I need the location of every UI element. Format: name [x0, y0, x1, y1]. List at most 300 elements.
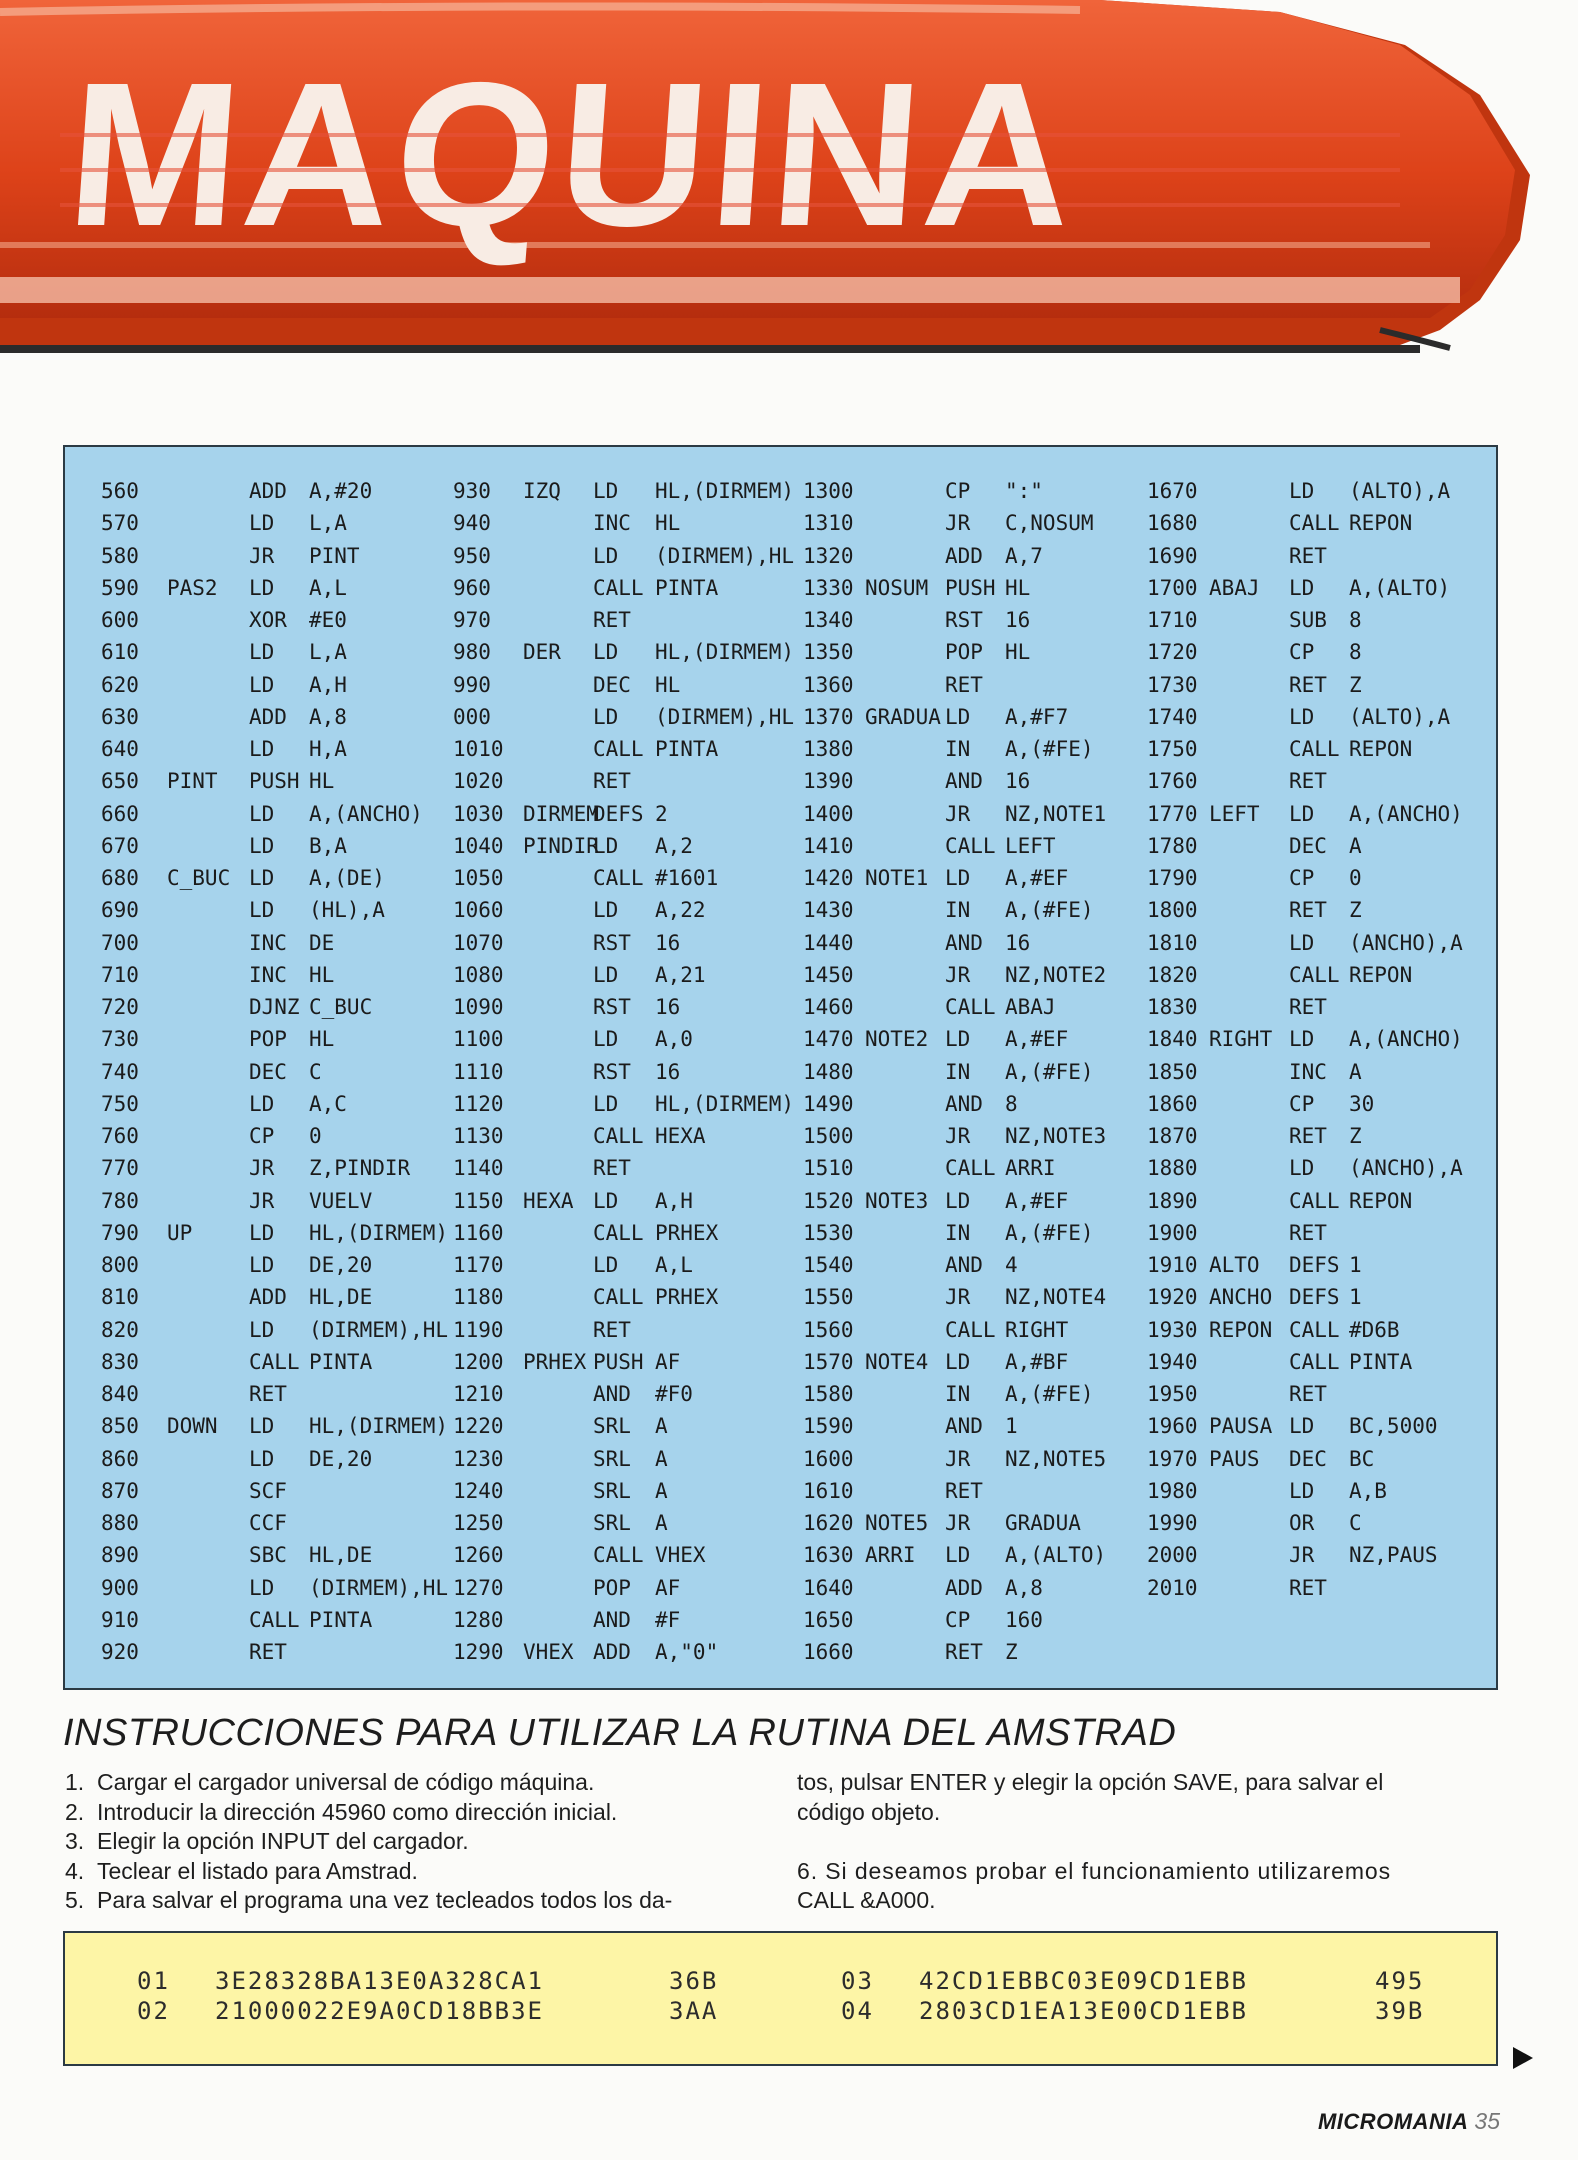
line-number: 1480 — [803, 1059, 854, 1084]
line-number: 600 — [101, 608, 139, 632]
opcode: LD — [945, 1349, 971, 1374]
line-number: 1410 — [803, 833, 854, 858]
line-number: 1090 — [453, 995, 504, 1019]
line-number: 1230 — [453, 1446, 504, 1471]
code-line — [803, 1217, 1143, 1249]
opcode: XOR — [249, 608, 287, 632]
operand: #1601 — [655, 866, 719, 890]
instruction-step-6: CALL &A000. — [797, 1887, 936, 1913]
code-line — [453, 669, 833, 701]
hex-dump-row: 03 42CD1EBBC03E09CD1EBB 495 — [841, 1967, 1425, 1995]
code-line — [803, 927, 1143, 959]
hex-dump-row: 01 3E28328BA13E0A328CA1 36B — [137, 1967, 719, 1995]
code-line — [1147, 1314, 1492, 1346]
opcode: CP — [1289, 866, 1315, 890]
code-line — [1147, 540, 1492, 572]
line-number: 1060 — [453, 898, 504, 923]
operand: 16 — [1005, 608, 1031, 632]
label: ALTO — [1209, 1253, 1260, 1277]
opcode: JR — [249, 1156, 275, 1181]
operand: A — [1349, 1059, 1362, 1084]
line-number: 1190 — [453, 1317, 504, 1342]
operand: 16 — [655, 1059, 681, 1084]
opcode: POP — [249, 1027, 287, 1052]
operand: (DIRMEM),HL — [655, 543, 795, 568]
operand: A,B — [1349, 1478, 1387, 1503]
operand: A,#20 — [309, 479, 373, 503]
label: PAUSA — [1209, 1414, 1273, 1439]
operand: A,L — [655, 1253, 693, 1277]
line-number: 1610 — [803, 1478, 854, 1503]
line-number: 1690 — [1147, 543, 1198, 568]
operand: HEXA — [655, 1124, 706, 1148]
code-line — [1147, 1378, 1492, 1410]
opcode: RET — [1289, 1382, 1327, 1406]
code-line — [1147, 959, 1492, 991]
code-line — [803, 475, 1143, 507]
line-number: 910 — [101, 1607, 139, 1632]
opcode: RET — [593, 1317, 631, 1342]
operand: HL,(DIRMEM) — [655, 640, 795, 665]
operand: L,A — [309, 511, 347, 536]
line-number: 1920 — [1147, 1285, 1198, 1310]
code-line — [101, 1475, 431, 1507]
code-line — [101, 507, 431, 539]
line-number: 1450 — [803, 962, 854, 987]
opcode: RET — [249, 1640, 287, 1664]
operand: HL,(DIRMEM) — [309, 1220, 449, 1245]
operand: A,H — [309, 672, 347, 697]
operand: (ANCHO),A — [1349, 930, 1463, 955]
opcode: SRL — [593, 1511, 631, 1535]
code-line — [101, 894, 431, 926]
code-line — [101, 1056, 431, 1088]
operand: NZ,NOTE4 — [1005, 1285, 1107, 1310]
operand: BC — [1349, 1446, 1375, 1471]
operand: A,(ANCHO) — [1349, 801, 1463, 826]
opcode: LD — [1289, 930, 1315, 955]
operand: 30 — [1349, 1091, 1375, 1116]
opcode: AND — [945, 1414, 983, 1439]
label: NOTE2 — [865, 1027, 929, 1052]
line-number: 1040 — [453, 833, 504, 858]
code-line — [101, 1443, 431, 1475]
line-number: 1260 — [453, 1543, 504, 1568]
operand: A,(#FE) — [1005, 1382, 1094, 1406]
code-line — [803, 959, 1143, 991]
operand: 8 — [1349, 608, 1362, 632]
opcode: LD — [593, 1253, 619, 1277]
operand: A,(#FE) — [1005, 1059, 1094, 1084]
opcode: CALL — [593, 1124, 644, 1148]
operand: A,(ANCHO) — [309, 801, 423, 826]
line-number: 630 — [101, 704, 139, 729]
label: UP — [167, 1220, 193, 1245]
page-footer — [1300, 2108, 1500, 2135]
line-number: 980 — [453, 640, 491, 665]
opcode: IN — [945, 737, 971, 761]
operand: Z — [1005, 1640, 1018, 1664]
code-line — [453, 540, 833, 572]
code-line — [803, 1443, 1143, 1475]
operand: NZ,NOTE2 — [1005, 962, 1107, 987]
line-number: 1330 — [803, 575, 854, 600]
line-number: 920 — [101, 1640, 139, 1664]
code-line — [453, 1475, 833, 1507]
opcode: RET — [593, 769, 631, 794]
opcode: LD — [249, 898, 275, 923]
operand: PRHEX — [655, 1220, 719, 1245]
code-line — [101, 1572, 449, 1604]
opcode: ADD — [249, 1285, 287, 1310]
operand: 1 — [1005, 1414, 1018, 1439]
line-number: 750 — [101, 1091, 139, 1116]
line-number: 1030 — [453, 801, 504, 826]
operand: HL — [655, 511, 681, 536]
operand: A,(ALTO) — [1005, 1543, 1107, 1568]
label: NOTE4 — [865, 1349, 929, 1374]
code-line — [803, 1475, 1143, 1507]
opcode: POP — [593, 1575, 631, 1600]
opcode: RET — [1289, 1124, 1327, 1148]
line-number: 2010 — [1147, 1575, 1198, 1600]
opcode: RET — [945, 672, 983, 697]
code-line — [453, 1249, 833, 1281]
line-number: 1430 — [803, 898, 854, 923]
opcode: JR — [945, 962, 971, 987]
page-number: 35 — [1474, 2108, 1500, 2134]
code-line — [453, 701, 833, 733]
code-line — [1147, 991, 1492, 1023]
operand: PINT — [309, 543, 360, 568]
operand: AF — [655, 1349, 681, 1374]
operand: PINTA — [655, 575, 719, 600]
opcode: CALL — [1289, 511, 1340, 536]
opcode: LD — [1289, 704, 1315, 729]
opcode: RET — [1289, 769, 1327, 794]
assembly-listing — [63, 445, 1498, 1690]
opcode: RET — [249, 1382, 287, 1406]
operand: 0 — [1349, 866, 1362, 890]
code-line — [453, 604, 833, 636]
opcode: CCF — [249, 1511, 287, 1535]
code-line — [101, 1249, 431, 1281]
code-line — [453, 1443, 833, 1475]
line-number: 930 — [453, 479, 491, 503]
operand: ARRI — [1005, 1156, 1056, 1181]
operand: HL — [655, 672, 681, 697]
code-line — [1147, 475, 1492, 507]
line-number: 1490 — [803, 1091, 854, 1116]
code-line — [1147, 830, 1492, 862]
code-line — [1147, 669, 1492, 701]
operand: A,#F7 — [1005, 704, 1069, 729]
code-line — [101, 540, 431, 572]
line-number: 1550 — [803, 1285, 854, 1310]
opcode: RST — [945, 608, 983, 632]
line-number: 870 — [101, 1478, 139, 1503]
line-number: 1210 — [453, 1382, 504, 1406]
line-number: 1350 — [803, 640, 854, 665]
line-number: 560 — [101, 479, 139, 503]
code-line — [1147, 1346, 1492, 1378]
opcode: RST — [593, 930, 631, 955]
opcode: CALL — [593, 575, 644, 600]
line-number: 1810 — [1147, 930, 1198, 955]
line-number: 1880 — [1147, 1156, 1198, 1181]
operand: REPON — [1349, 511, 1413, 536]
code-line — [803, 798, 1143, 830]
line-number: 1370 — [803, 704, 854, 729]
code-line — [101, 604, 431, 636]
operand: #E0 — [309, 608, 347, 632]
operand: A,8 — [1005, 1575, 1043, 1600]
line-number: 1910 — [1147, 1253, 1198, 1277]
line-number: 1670 — [1147, 479, 1198, 503]
opcode: CALL — [593, 1285, 644, 1310]
opcode: RET — [1289, 543, 1327, 568]
opcode: CALL — [945, 833, 996, 858]
code-line — [453, 1120, 833, 1152]
code-line — [803, 1410, 1143, 1442]
code-line — [803, 830, 1143, 862]
opcode: AND — [593, 1607, 631, 1632]
opcode: SCF — [249, 1478, 287, 1503]
operand: NZ,PAUS — [1349, 1543, 1438, 1568]
line-number: 1500 — [803, 1124, 854, 1148]
opcode: DEC — [593, 672, 631, 697]
opcode: LD — [1289, 479, 1315, 503]
line-number: 1360 — [803, 672, 854, 697]
opcode: LD — [249, 511, 275, 536]
operand: A,21 — [655, 962, 706, 987]
operand: A,H — [655, 1188, 693, 1213]
operand: 2 — [655, 801, 668, 826]
line-number: 1890 — [1147, 1188, 1198, 1213]
line-number: 1240 — [453, 1478, 504, 1503]
code-line — [1147, 1475, 1492, 1507]
code-line — [803, 1185, 1143, 1217]
operand: REPON — [1349, 737, 1413, 761]
line-number: 570 — [101, 511, 139, 536]
line-number: 830 — [101, 1349, 139, 1374]
instruction-step: 5. Para salvar el programa una vez tecleados todos los da- — [65, 1887, 673, 1913]
line-number: 1570 — [803, 1349, 854, 1374]
operand: A,#EF — [1005, 1188, 1069, 1213]
opcode: AND — [945, 930, 983, 955]
line-number: 1790 — [1147, 866, 1198, 890]
opcode: DEFS — [593, 801, 644, 826]
label: RIGHT — [1209, 1027, 1273, 1052]
label: NOSUM — [865, 575, 929, 600]
code-line — [803, 636, 1143, 668]
label: PAS2 — [167, 575, 218, 600]
code-line — [453, 1539, 833, 1571]
line-number: 1990 — [1147, 1511, 1198, 1535]
opcode: LD — [1289, 1414, 1315, 1439]
code-line — [101, 1604, 431, 1636]
line-number: 1900 — [1147, 1220, 1198, 1245]
code-line — [101, 1120, 431, 1152]
opcode: POP — [945, 640, 983, 665]
opcode: CALL — [593, 1220, 644, 1245]
operand: BC,5000 — [1349, 1414, 1438, 1439]
code-line — [1147, 1217, 1492, 1249]
opcode: ADD — [945, 1575, 983, 1600]
code-line — [453, 862, 833, 894]
opcode: RET — [1289, 672, 1327, 697]
opcode: RET — [593, 1156, 631, 1181]
opcode: LD — [945, 866, 971, 890]
opcode: LD — [249, 640, 275, 665]
opcode: CALL — [249, 1349, 300, 1374]
opcode: LD — [249, 801, 275, 826]
line-number: 1300 — [803, 479, 854, 503]
code-line — [1147, 927, 1492, 959]
code-line — [453, 1281, 833, 1313]
code-line — [453, 1604, 833, 1636]
opcode: RET — [1289, 1220, 1327, 1245]
line-number: 610 — [101, 640, 139, 665]
instruction-step: 4. Teclear el listado para Amstrad. — [65, 1857, 418, 1884]
line-number: 1760 — [1147, 769, 1198, 794]
opcode: CALL — [593, 866, 644, 890]
code-line — [453, 991, 833, 1023]
line-number: 650 — [101, 769, 139, 794]
operand: A,0 — [655, 1027, 693, 1052]
hex-dump-row: 04 2803CD1EA13E00CD1EBB 39B — [841, 1997, 1425, 2025]
opcode: JR — [249, 1188, 275, 1213]
label: GRADUA — [865, 704, 941, 729]
line-number: 1640 — [803, 1575, 854, 1600]
opcode: LD — [249, 1446, 275, 1471]
line-number: 780 — [101, 1188, 139, 1213]
label: NOTE5 — [865, 1511, 929, 1535]
operand: GRADUA — [1005, 1511, 1081, 1535]
line-number: 790 — [101, 1220, 139, 1245]
opcode: JR — [1289, 1543, 1315, 1568]
opcode: RET — [945, 1640, 983, 1664]
operand: A,"0" — [655, 1640, 719, 1664]
opcode: LD — [593, 962, 619, 987]
label: PRHEX — [523, 1349, 587, 1374]
opcode: CALL — [249, 1607, 300, 1632]
opcode: RET — [1289, 995, 1327, 1019]
opcode: LD — [249, 1253, 275, 1277]
opcode: CP — [1289, 1091, 1315, 1116]
line-number: 740 — [101, 1059, 139, 1084]
opcode: RST — [593, 995, 631, 1019]
operand: 8 — [1005, 1091, 1018, 1116]
opcode: CALL — [1289, 1188, 1340, 1213]
line-number: 960 — [453, 575, 491, 600]
opcode: JR — [945, 1285, 971, 1310]
operand: (ANCHO),A — [1349, 1156, 1463, 1181]
operand: A,8 — [309, 704, 347, 729]
label: PAUS — [1209, 1446, 1260, 1471]
line-number: 1860 — [1147, 1091, 1198, 1116]
line-number: 1680 — [1147, 511, 1198, 536]
label: ARRI — [865, 1543, 916, 1568]
code-line — [453, 1152, 833, 1184]
opcode: DJNZ — [249, 995, 300, 1019]
line-number: 1520 — [803, 1188, 854, 1213]
opcode: LD — [249, 1575, 275, 1600]
operand: Z — [1349, 672, 1362, 697]
line-number: 700 — [101, 930, 139, 955]
line-number: 1110 — [453, 1059, 504, 1084]
operand: 1 — [1349, 1285, 1362, 1310]
code-line — [1147, 1185, 1492, 1217]
operand: (DIRMEM),HL — [655, 704, 795, 729]
operand: HL,DE — [309, 1285, 373, 1310]
code-line — [1147, 1152, 1492, 1184]
label: REPON — [1209, 1317, 1273, 1342]
operand: (DIRMEM),HL — [309, 1317, 449, 1342]
line-number: 1800 — [1147, 898, 1198, 923]
opcode: LD — [249, 737, 275, 761]
opcode: JR — [945, 1511, 971, 1535]
code-line — [453, 1410, 833, 1442]
code-line — [453, 1056, 833, 1088]
line-number: 1870 — [1147, 1124, 1198, 1148]
line-number: 1170 — [453, 1253, 504, 1277]
opcode: JR — [249, 543, 275, 568]
line-number: 1050 — [453, 866, 504, 890]
operand: PINTA — [1349, 1349, 1413, 1374]
operand: NZ,NOTE1 — [1005, 801, 1107, 826]
code-line — [803, 733, 1143, 765]
code-line — [453, 1572, 833, 1604]
line-number: 880 — [101, 1511, 139, 1535]
operand: 16 — [1005, 769, 1031, 794]
operand: 4 — [1005, 1253, 1018, 1277]
opcode: SRL — [593, 1446, 631, 1471]
code-line — [1147, 1281, 1492, 1313]
operand: L,A — [309, 640, 347, 665]
line-number: 900 — [101, 1575, 139, 1600]
code-line — [1147, 1443, 1492, 1475]
opcode: JR — [945, 511, 971, 536]
line-number: 620 — [101, 672, 139, 697]
opcode: LD — [593, 1027, 619, 1052]
operand: B,A — [309, 833, 347, 858]
operand: Z,PINDIR — [309, 1156, 411, 1181]
line-number: 1620 — [803, 1511, 854, 1535]
code-line — [453, 1346, 833, 1378]
code-line — [101, 959, 431, 991]
line-number: 1130 — [453, 1124, 504, 1148]
opcode: LD — [249, 672, 275, 697]
code-line — [803, 894, 1143, 926]
code-line — [101, 862, 431, 894]
code-line — [101, 798, 431, 830]
line-number: 1400 — [803, 801, 854, 826]
code-line — [101, 1378, 431, 1410]
opcode: DEFS — [1289, 1285, 1340, 1310]
operand: A,C — [309, 1091, 347, 1116]
opcode: LD — [249, 1414, 275, 1439]
operand: HL,(DIRMEM) — [655, 1091, 795, 1116]
operand: NZ,NOTE5 — [1005, 1446, 1107, 1471]
operand: REPON — [1349, 1188, 1413, 1213]
line-number: 1750 — [1147, 737, 1198, 761]
code-line — [453, 572, 833, 604]
line-number: 1340 — [803, 608, 854, 632]
opcode: AND — [945, 1091, 983, 1116]
line-number: 1700 — [1147, 575, 1198, 600]
code-line — [101, 1636, 431, 1668]
